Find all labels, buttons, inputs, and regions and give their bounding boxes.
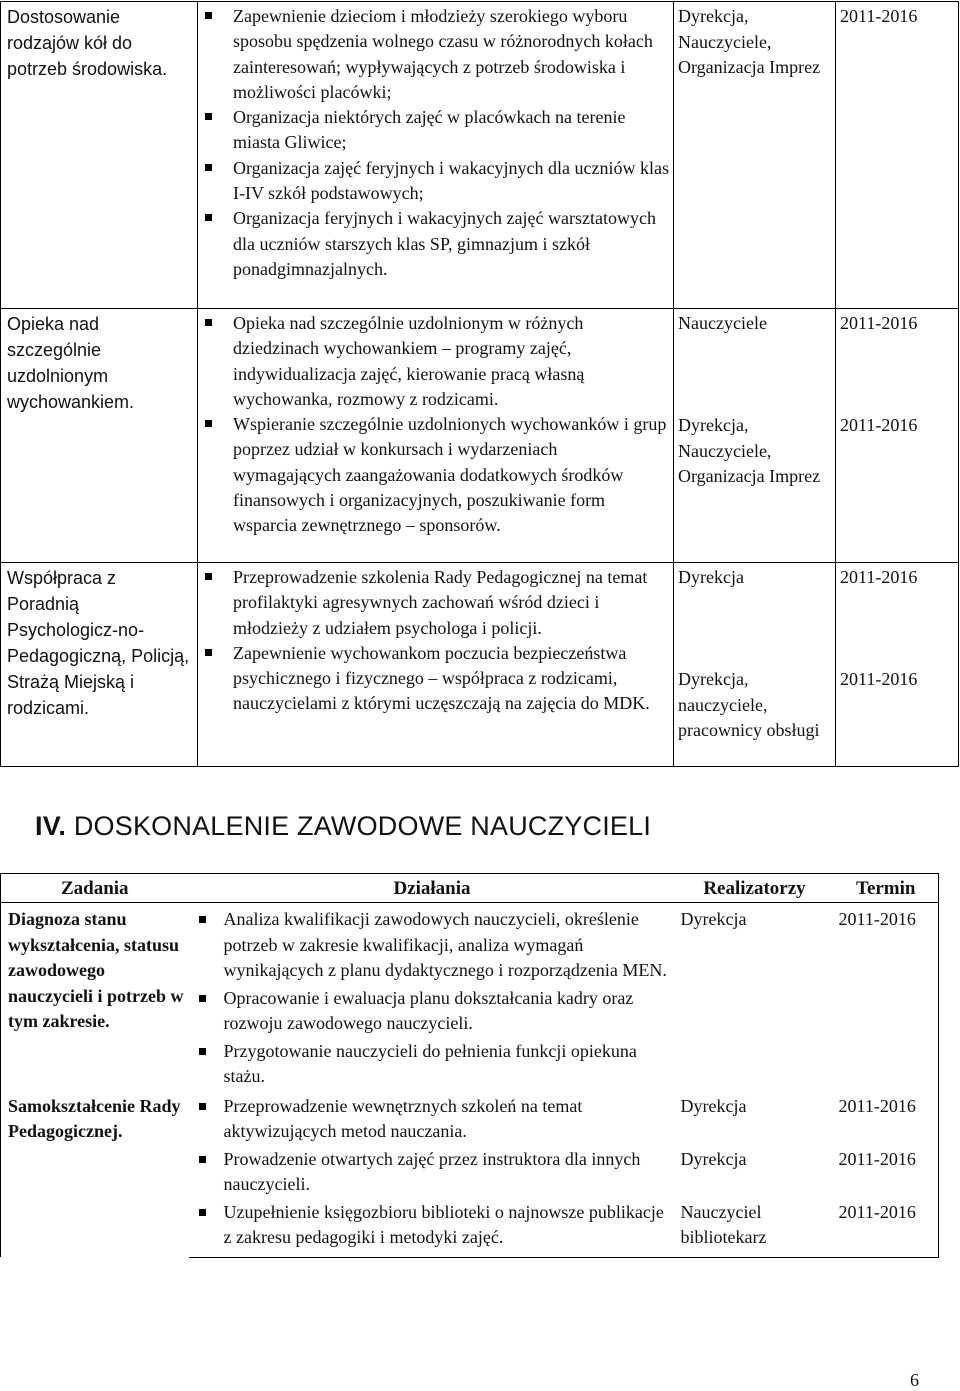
realizer-cell (676, 984, 834, 1037)
term-cell (834, 984, 939, 1037)
realizer-text: Dyrekcja (678, 567, 744, 587)
realizer-cell: Dyrekcja (680, 909, 747, 929)
list-item: Przeprowadzenie szkolenia Rady Pedagogicznej na temat profilaktyki agresywnych zachowań wśród dzieci i młodzieży z udziałem psychologa i policji. (203, 565, 669, 641)
column-header: Realizatorzy (676, 874, 834, 903)
task-cell: Diagnoza stanu wykształcenia, statusu zawodowego nauczycieli i potrzeb w tym zakresie. (1, 903, 189, 1090)
realizer-text: Dyrekcja, Nauczyciele, Organizacja Imprez (678, 6, 821, 77)
task-cell: Dostosowanie rodzajów kół do potrzeb środowiska. (1, 2, 198, 309)
list-item: Przeprowadzenie wewnętrznych szkoleń na temat aktywizujących metod nauczania. (194, 1094, 672, 1145)
term-cell (836, 2, 959, 309)
term-cell: 2011-2016 (834, 1090, 939, 1145)
actions-cell (189, 1145, 676, 1198)
actions-cell (189, 1198, 676, 1258)
table-header-row (1, 874, 939, 903)
actions-cell (198, 2, 674, 309)
list-item: Przygotowanie nauczycieli do pełnienia funkcji opiekuna stażu. (194, 1039, 672, 1090)
list-item: Zapewnienie dzieciom i młodzieży szerokiego wyboru sposobu spędzenia wolnego czasu w różnorodnych kołach zainteresowań; wypływających z potrzeb środowiska i możliwości placówki; (203, 4, 669, 105)
list-item: Zapewnienie wychowankom poczucia bezpieczeństwa psychicznego i fizycznego – współpraca z rodzicami, nauczycielami z którymi uczęszczają na zajęcia do MDK. (203, 641, 669, 717)
term-cell: 2011-2016 (834, 903, 939, 984)
realizer-text: Dyrekcja, nauczyciele, pracownicy obsługi (678, 669, 820, 740)
column-header: Działania (189, 874, 676, 903)
task-cell: Samokształcenie Rady Pedagogicznej. (1, 1090, 189, 1258)
realizer-cell: Dyrekcja (680, 1148, 747, 1169)
term-text: 2011-2016 (840, 415, 918, 435)
term-text: 2011-2016 (840, 669, 918, 689)
column-header: Zadania (1, 874, 189, 903)
list-item: Prowadzenie otwartych zajęć przez instruktora dla innych nauczycieli. (194, 1147, 672, 1198)
term-text: 2011-2016 (840, 567, 918, 587)
list-item: Organizacja feryjnych i wakacyjnych zajęć warsztatowych dla uczniów starszych klas SP, gimnazjum i szkół ponadgimnazjalnych. (203, 206, 669, 282)
term-text: 2011-2016 (840, 6, 918, 26)
realizer-text: Nauczyciele (678, 313, 767, 333)
page-number: 6 (910, 1370, 919, 1390)
actions-cell (189, 1090, 676, 1145)
term-cell (836, 309, 959, 563)
actions-cell (189, 903, 676, 984)
list-item: Organizacja zajęć feryjnych i wakacyjnych dla uczniów klas I-IV szkół podstawowych; (203, 156, 669, 207)
section-title: DOSKONALENIE ZAWODOWE NAUCZYCIELI (73, 811, 652, 841)
term-cell: 2011-2016 (834, 1198, 939, 1258)
table-row (1, 903, 939, 984)
actions-cell (198, 309, 674, 563)
list-item: Opracowanie i ewaluacja planu dokształcania kadry oraz rozwoju zawodowego nauczycieli. (194, 986, 672, 1037)
professional-development-table (0, 873, 939, 1258)
term-text: 2011-2016 (840, 313, 918, 333)
section-heading (35, 811, 651, 842)
realizers-cell (674, 309, 836, 563)
realizer-cell: Nauczyciel bibliotekarz (676, 1198, 834, 1258)
list-item: Organizacja niektórych zajęć w placówkach na terenie miasta Gliwice; (203, 105, 669, 156)
realizers-cell (674, 563, 836, 767)
activities-table (0, 1, 959, 767)
list-item: Uzupełnienie księgozbioru biblioteki o najnowsze publikacje z zakresu pedagogiki i metodyki zajęć. (194, 1200, 672, 1251)
column-header: Termin (834, 874, 939, 903)
table-row (1, 1090, 939, 1145)
term-cell (834, 1037, 939, 1090)
actions-cell (189, 1037, 676, 1090)
term-cell: 2011-2016 (834, 1145, 939, 1198)
term-cell (836, 563, 959, 767)
actions-cell (189, 984, 676, 1037)
actions-cell (198, 563, 674, 767)
list-item: Wspieranie szczególnie uzdolnionych wychowanków i grup poprzez udział w konkursach i wydarzeniach wymagających zaangażowania dodatkowych środków finansowych i organizacyjnych, poszukiwanie form wsparcia zewnętrznego – sponsorów. (203, 412, 669, 538)
list-item: Analiza kwalifikacji zawodowych nauczycieli, określenie potrzeb w zakresie kwalifikacji, analiza wymagań wynikających z planu dydaktycznego i rozporządzenia MEN. (194, 907, 672, 984)
realizer-cell: Dyrekcja (680, 1095, 747, 1116)
list-item: Opieka nad szczególnie uzdolnionym w różnych dziedzinach wychowankiem – programy zajęć, indywidualizacja zajęć, kierowanie pracą własną wychowanka, rozmowy z rodzicami. (203, 311, 669, 412)
table-row (1, 2, 959, 309)
section-number: IV. (35, 811, 67, 841)
task-cell: Opieka nad szczególnie uzdolnionym wychowankiem. (1, 309, 198, 563)
table-row (1, 309, 959, 563)
realizer-cell (676, 1037, 834, 1090)
task-cell: Współpraca z Poradnią Psychologicz-no-Pedagogiczną, Policją, Strażą Miejską i rodzicami. (1, 563, 198, 767)
realizers-cell (674, 2, 836, 309)
realizer-text: Dyrekcja, Nauczyciele, Organizacja Imprez (678, 415, 821, 486)
table-row (1, 563, 959, 767)
